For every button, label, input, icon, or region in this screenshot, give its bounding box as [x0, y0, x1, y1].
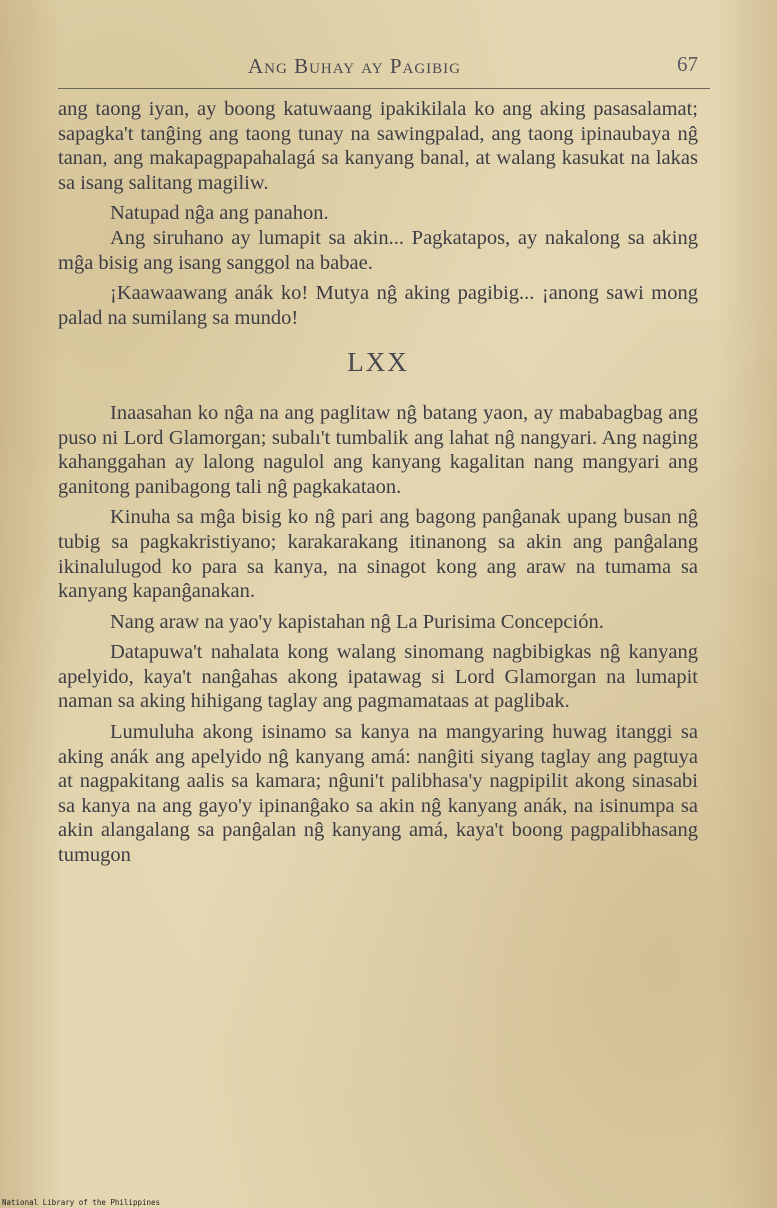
running-header: [58, 40, 710, 89]
paragraph: Inaasahan ko nĝa na ang paglitaw nĝ batang yaon, ay mababagbag ang puso ni Lord Glamorgan; subalı't tumbalik ang lahat nĝ nangyari. Ang naging kahanggahan ay lalong nagulol ang kanyang kagalitan nang mangyari ang ganitong panibagong tali nĝ pagkakataon.: [58, 401, 698, 498]
paragraph: Nang araw na yao'y kapistahan nĝ La Purisima Concepción.: [110, 610, 604, 633]
paragraph: Kinuha sa mĝa bisig ko nĝ pari ang bagong panĝanak upang busan nĝ tubig sa pagkakristiyano; karakarakang itinanong sa akin ang panĝalang ikinalulugod ko para sa kanya, na sinagot kong ang araw na tumama sa kanyang kapanĝanakan.: [58, 506, 698, 603]
paragraph: ¡Kaawaawang anák ko! Mutya nĝ aking pagibig... ¡anong sawi mong palad na sumilang sa mundo!: [58, 282, 698, 329]
page-number: 67: [677, 52, 698, 76]
paragraph: Natupad nĝa ang panahon.: [110, 202, 329, 225]
body-text: [58, 97, 698, 868]
paragraph: Lumuluha akong isinamo sa kanya na mangyaring huwag itanggi sa aking anák ang apelyido nĝ kanyang amá: nanĝiti siyang taglay ang pagtuya at nagpakitang aalis sa kamara; nĝuni't palibhasa'y nagpipilit akong sinasabi sa kanya na ang gayo'y ipinanĝako sa akin nĝ kanyang anák, na isinumpa sa akin alangalang sa panĝalan nĝ kanyang amá, kaya't boong pagpalibhasang tumugon: [58, 721, 698, 867]
running-title: Ang Buhay ay Pagibig: [248, 54, 462, 78]
page-content: [58, 40, 698, 868]
paragraph: Ang siruhano ay lumapit sa akin... Pagkatapos, ay nakalong sa aking mĝa bisig ang isang sanggol na babae.: [58, 226, 698, 274]
chapter-heading: LXX: [347, 347, 409, 378]
paragraph: ang taong iyan, ay boong katuwaang ipakikilala ko ang aking pasasalamat; sapagka't tanĝing ang taong tunay na sawingpalad, ang taong ipinaubaya nĝ tanan, ang makapagpapahalagá sa kanyang banal, at walang kasukat na lakas sa isang salitang magiliw.: [58, 98, 698, 194]
paragraph: Datapuwa't nahalata kong walang sinomang nagbibigkas nĝ kanyang apelyido, kaya't nanĝahas akong ipatawag si Lord Glamorgan na lumapit naman sa aking hihigang taglay ang pagmamataas at paglibak.: [58, 641, 698, 713]
library-credit: National Library of the Philippines: [2, 1198, 161, 1207]
